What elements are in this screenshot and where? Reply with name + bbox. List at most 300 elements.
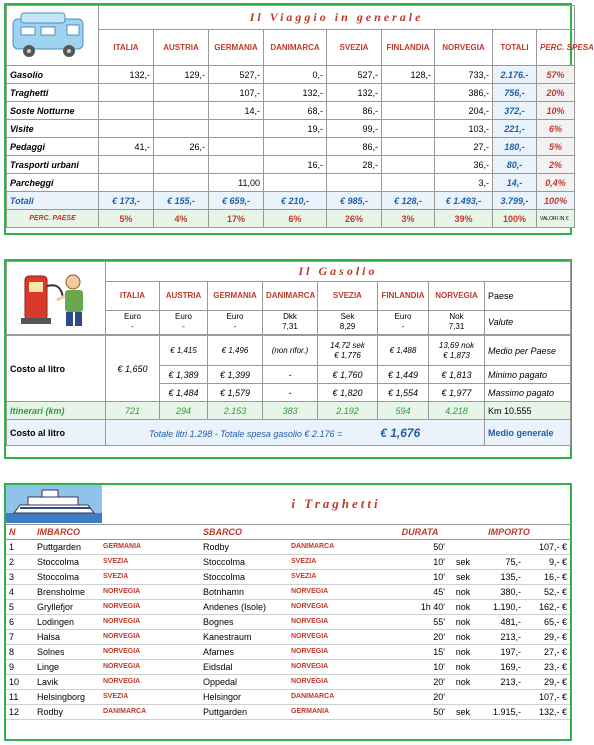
totals-cell: € 128,-	[382, 192, 435, 210]
expense-cell: 386,-	[435, 84, 493, 102]
expense-total: 80,-	[493, 156, 537, 174]
expense-cell: 36,-	[435, 156, 493, 174]
traghetti-panel	[4, 483, 572, 741]
ferry-from: Puttgarden	[34, 539, 100, 554]
summary-note: Medio generale	[485, 420, 571, 446]
costo-label: Costo al litro	[7, 336, 106, 402]
ferry-from-country: DANIMARCA	[100, 704, 200, 719]
country-header: ITALIA	[106, 282, 160, 310]
expense-cell: 132,-	[327, 84, 382, 102]
totals-cell: € 985,-	[327, 192, 382, 210]
ferry-from-country: NORVEGIA	[100, 629, 200, 644]
expense-label: Pedaggi	[7, 138, 99, 156]
price-cell: € 1,449	[378, 366, 429, 384]
ferry-euro: 16,- €	[524, 569, 570, 584]
expense-cell	[209, 156, 264, 174]
expense-cell: 132,-	[264, 84, 327, 102]
ferry-from: Lodingen	[34, 614, 100, 629]
expense-label: Traghetti	[7, 84, 99, 102]
viaggio-table	[6, 5, 594, 228]
paese-label: Paese	[485, 282, 571, 310]
perc-paese-cell: 39%	[435, 210, 493, 228]
ferry-amount: 1.915,-	[478, 704, 524, 719]
durata-header: DURATA	[392, 525, 448, 539]
expense-cell: 129,-	[154, 66, 209, 84]
itinerari-cell: 383	[263, 402, 318, 420]
ferry-amount: 169,-	[478, 659, 524, 674]
expense-cell	[99, 102, 154, 120]
ferry-number: 10	[6, 674, 34, 689]
ferry-duration: 1h 40'	[392, 599, 448, 614]
ferry-from-country: SVEZIA	[100, 554, 200, 569]
massimo-label: Massimo pagato	[485, 384, 571, 402]
price-cell: € 1,389	[160, 366, 208, 384]
ferry-row	[6, 614, 570, 629]
ferry-currency: sek	[448, 554, 478, 569]
summary-row	[7, 420, 571, 446]
price-cell: € 1,760	[318, 366, 378, 384]
expense-cell	[154, 156, 209, 174]
ferry-to: Rodby	[200, 539, 288, 554]
ferry-from-country: NORVEGIA	[100, 659, 200, 674]
expense-perc: 20%	[537, 84, 575, 102]
valuta-cell: Euro -	[160, 310, 208, 334]
ferry-number: 7	[6, 629, 34, 644]
price-cell: 14,72 sek € 1,776	[318, 336, 378, 366]
ferry-number: 9	[6, 659, 34, 674]
gasolio-table	[6, 261, 571, 335]
ferry-currency: nok	[448, 629, 478, 644]
ferry-to: Botnhamn	[200, 584, 288, 599]
summary-cell	[106, 420, 485, 446]
ferry-row	[6, 644, 570, 659]
ferry-amount	[478, 539, 524, 554]
ferry-from: Lavik	[34, 674, 100, 689]
ferry-amount: 213,-	[478, 674, 524, 689]
expense-total: 14,-	[493, 174, 537, 192]
totals-label: Totali	[7, 192, 99, 210]
itinerari-cell: 2.192	[318, 402, 378, 420]
totals-cell: € 173,-	[99, 192, 154, 210]
ferry-amount: 1.190,-	[478, 599, 524, 614]
expense-cell	[154, 174, 209, 192]
ferry-duration: 20'	[392, 689, 448, 704]
ferry-currency: nok	[448, 614, 478, 629]
expense-cell: 11,00	[209, 174, 264, 192]
price-cell: -	[263, 384, 318, 402]
camper-icon	[7, 7, 95, 63]
ferry-amount: 75,-	[478, 554, 524, 569]
ferry-row	[6, 584, 570, 599]
importo-header: IMPORTO	[448, 525, 570, 539]
expense-cell: 68,-	[264, 102, 327, 120]
valuta-cell: Euro -	[106, 310, 160, 334]
valuta-cell: Dkk 7,31	[263, 310, 318, 334]
perc-paese-cell: 4%	[154, 210, 209, 228]
valute-label: Valute	[485, 310, 571, 334]
expense-cell	[264, 138, 327, 156]
ferry-to: Stoccolma	[200, 554, 288, 569]
ferry-from: Stoccolma	[34, 569, 100, 584]
itinerari-cell: 2.153	[208, 402, 263, 420]
ferry-to-country: NORVEGIA	[288, 674, 392, 689]
price-cell: € 1,579	[208, 384, 263, 402]
price-cell: -	[263, 366, 318, 384]
ferry-from-country: NORVEGIA	[100, 644, 200, 659]
ferry-to-country: NORVEGIA	[288, 599, 392, 614]
ferry-duration: 10'	[392, 554, 448, 569]
ferry-from-country: NORVEGIA	[100, 599, 200, 614]
perc-spesa-header: PERC. SPESA	[537, 30, 575, 66]
ferry-to-country: NORVEGIA	[288, 659, 392, 674]
expense-cell: 527,-	[327, 66, 382, 84]
ferry-currency: sek	[448, 569, 478, 584]
country-header: FINLANDIA	[378, 282, 429, 310]
ferry-euro: 27,- €	[524, 644, 570, 659]
ferry-number: 4	[6, 584, 34, 599]
ferry-from-country: NORVEGIA	[100, 674, 200, 689]
ferry-to-country: SVEZIA	[288, 554, 392, 569]
totals-total: 3.799,-	[493, 192, 537, 210]
ferry-from: Solnes	[34, 644, 100, 659]
expense-cell: 41,-	[99, 138, 154, 156]
ferry-row	[6, 539, 570, 554]
expense-cell	[382, 174, 435, 192]
country-header: FINLANDIA	[382, 30, 435, 66]
expense-cell: 26,-	[154, 138, 209, 156]
expense-cell	[264, 174, 327, 192]
minimo-label: Minimo pagato	[485, 366, 571, 384]
ferry-from: Halsa	[34, 629, 100, 644]
ferry-euro: 132,- €	[524, 704, 570, 719]
country-header: DANIMARCA	[264, 30, 327, 66]
ferry-to-country: SVEZIA	[288, 569, 392, 584]
summary-value: € 1,676	[380, 425, 421, 440]
ferry-number: 1	[6, 539, 34, 554]
price-cell: € 1,399	[208, 366, 263, 384]
perc-paese-cell: 5%	[99, 210, 154, 228]
price-cell: € 1,820	[318, 384, 378, 402]
fuel-pump-icon	[7, 262, 102, 332]
km-total: Km 10.555	[485, 402, 571, 420]
ferry-number: 6	[6, 614, 34, 629]
totals-cell: € 210,-	[264, 192, 327, 210]
valori-note: VALORI IN €	[537, 210, 575, 228]
ferry-currency: nok	[448, 599, 478, 614]
summary-text: Totale litri 1.298 - Totale spesa gasolio € 2.176 =	[149, 428, 343, 439]
totals-perc: 100%	[537, 192, 575, 210]
country-header: NORVEGIA	[435, 30, 493, 66]
ferry-from-country: SVEZIA	[100, 569, 200, 584]
ferry-to: Puttgarden	[200, 704, 288, 719]
ferry-number: 11	[6, 689, 34, 704]
expense-cell	[382, 84, 435, 102]
price-cell: € 1,415	[160, 336, 208, 366]
ferry-row	[6, 569, 570, 584]
ferry-to-country: NORVEGIA	[288, 614, 392, 629]
totals-cell: € 1.493,-	[435, 192, 493, 210]
country-header: AUSTRIA	[154, 30, 209, 66]
ferry-duration: 55'	[392, 614, 448, 629]
ferry-row	[6, 659, 570, 674]
totali-header: TOTALI	[493, 30, 537, 66]
expense-cell	[99, 120, 154, 138]
expense-cell: 3,-	[435, 174, 493, 192]
expense-cell: 28,-	[327, 156, 382, 174]
n-header: N	[6, 525, 34, 539]
gasolio-prices-table	[6, 335, 571, 446]
ferry-to: Bognes	[200, 614, 288, 629]
itinerari-cell: 594	[378, 402, 429, 420]
ferry-currency	[448, 539, 478, 554]
expense-total: 2.176.-	[493, 66, 537, 84]
perc-paese-total: 100%	[493, 210, 537, 228]
ferry-currency: nok	[448, 659, 478, 674]
ferry-from-country: NORVEGIA	[100, 584, 200, 599]
expense-cell: 14,-	[209, 102, 264, 120]
expense-cell	[382, 120, 435, 138]
expense-label: Visite	[7, 120, 99, 138]
expense-row	[7, 120, 575, 138]
perc-paese-cell: 3%	[382, 210, 435, 228]
expense-total: 221,-	[493, 120, 537, 138]
pump-picture	[7, 262, 106, 335]
expense-cell	[382, 102, 435, 120]
ferry-euro: 29,- €	[524, 629, 570, 644]
expense-perc: 10%	[537, 102, 575, 120]
expense-cell: 527,-	[209, 66, 264, 84]
expense-cell: 86,-	[327, 138, 382, 156]
italia-price: € 1,650	[106, 336, 160, 402]
ferry-from: Stoccolma	[34, 554, 100, 569]
ferry-number: 2	[6, 554, 34, 569]
ferry-from-country: NORVEGIA	[100, 614, 200, 629]
ferry-from-country: GERMANIA	[100, 539, 200, 554]
price-cell: 13,69 nok € 1,873	[429, 336, 485, 366]
ferry-row	[6, 629, 570, 644]
expense-cell: 103,-	[435, 120, 493, 138]
ferry-number: 3	[6, 569, 34, 584]
ferry-euro: 29,- €	[524, 674, 570, 689]
ferry-number: 12	[6, 704, 34, 719]
totals-row	[7, 192, 575, 210]
expense-cell: 107,-	[209, 84, 264, 102]
ferry-duration: 10'	[392, 659, 448, 674]
traghetti-title: i Traghetti	[291, 496, 381, 511]
ferry-row	[6, 704, 570, 719]
expense-cell	[382, 156, 435, 174]
ferry-euro: 9,- €	[524, 554, 570, 569]
itinerari-row	[7, 402, 571, 420]
ferry-from: Brensholme	[34, 584, 100, 599]
expense-cell	[382, 138, 435, 156]
expense-label: Trasporti urbani	[7, 156, 99, 174]
country-header: SVEZIA	[318, 282, 378, 310]
expense-cell: 86,-	[327, 102, 382, 120]
expense-perc: 2%	[537, 156, 575, 174]
gasolio-panel	[4, 259, 572, 459]
expense-cell	[154, 84, 209, 102]
totals-cell: € 155,-	[154, 192, 209, 210]
totals-cell: € 659,-	[209, 192, 264, 210]
expense-row	[7, 102, 575, 120]
perc-paese-row	[7, 210, 575, 228]
ferry-row	[6, 689, 570, 704]
summary-label: Costo al litro	[7, 420, 106, 446]
ferry-row	[6, 599, 570, 614]
itinerari-label: Itinerari (km)	[7, 402, 106, 420]
ferry-to: Stoccolma	[200, 569, 288, 584]
ferry-to: Kanestraum	[200, 629, 288, 644]
expense-cell: 27,-	[435, 138, 493, 156]
expense-cell	[209, 120, 264, 138]
viaggio-panel	[4, 3, 594, 235]
ferry-picture	[6, 485, 102, 523]
ferry-to-country: NORVEGIA	[288, 584, 392, 599]
perc-paese-cell: 6%	[264, 210, 327, 228]
ferry-amount: 135,-	[478, 569, 524, 584]
price-cell: € 1,488	[378, 336, 429, 366]
ferry-icon	[6, 485, 102, 523]
sbarco-header: SBARCO	[200, 525, 392, 539]
expense-cell: 19,-	[264, 120, 327, 138]
ferry-to-country: NORVEGIA	[288, 629, 392, 644]
price-cell: (non rifor.)	[263, 336, 318, 366]
ferry-amount: 481,-	[478, 614, 524, 629]
ferry-amount: 197,-	[478, 644, 524, 659]
ferry-amount: 213,-	[478, 629, 524, 644]
itinerari-cell: 721	[106, 402, 160, 420]
ferry-row	[6, 554, 570, 569]
country-header: NORVEGIA	[429, 282, 485, 310]
expense-cell	[209, 138, 264, 156]
ferry-duration: 20'	[392, 629, 448, 644]
viaggio-title: Il Viaggio in generale	[99, 6, 575, 30]
ferry-currency: nok	[448, 674, 478, 689]
expense-row	[7, 66, 575, 84]
ferry-euro: 107,- €	[524, 689, 570, 704]
ferry-currency: sek	[448, 704, 478, 719]
camper-picture	[7, 6, 99, 66]
expense-cell: 132,-	[99, 66, 154, 84]
country-header: SVEZIA	[327, 30, 382, 66]
ferry-to-country: DANIMARCA	[288, 539, 392, 554]
expense-label: Gasolio	[7, 66, 99, 84]
price-cell: € 1,484	[160, 384, 208, 402]
imbarco-header: IMBARCO	[34, 525, 200, 539]
itinerari-cell: 4.218	[429, 402, 485, 420]
expense-cell	[99, 174, 154, 192]
expense-cell	[327, 174, 382, 192]
ferry-from: Linge	[34, 659, 100, 674]
perc-paese-cell: 26%	[327, 210, 382, 228]
traghetti-table	[6, 525, 570, 720]
expense-total: 756,-	[493, 84, 537, 102]
expense-total: 372,-	[493, 102, 537, 120]
expense-label: Parcheggi	[7, 174, 99, 192]
itinerari-cell: 294	[160, 402, 208, 420]
valuta-cell: Nok 7,31	[429, 310, 485, 334]
expense-cell: 733,-	[435, 66, 493, 84]
country-header: GERMANIA	[208, 282, 263, 310]
ferry-from: Gryllefjor	[34, 599, 100, 614]
ferry-to: Oppedal	[200, 674, 288, 689]
expense-perc: 6%	[537, 120, 575, 138]
ferry-euro: 52,- €	[524, 584, 570, 599]
ferry-to: Eidsdal	[200, 659, 288, 674]
expense-cell	[99, 156, 154, 174]
price-cell: € 1,977	[429, 384, 485, 402]
expense-perc: 57%	[537, 66, 575, 84]
ferry-duration: 50'	[392, 704, 448, 719]
country-header: AUSTRIA	[160, 282, 208, 310]
expense-row	[7, 84, 575, 102]
gasolio-title: Il Gasolio	[106, 262, 571, 282]
expense-cell: 128,-	[382, 66, 435, 84]
medio-label: Medio per Paese	[485, 336, 571, 366]
ferry-to-country: NORVEGIA	[288, 644, 392, 659]
medio-row	[7, 336, 571, 366]
ferry-currency: nok	[448, 644, 478, 659]
valuta-cell: Sek 8,29	[318, 310, 378, 334]
traghetti-header-row	[6, 525, 570, 539]
ferry-duration: 15'	[392, 644, 448, 659]
country-header: GERMANIA	[209, 30, 264, 66]
ferry-duration: 10'	[392, 569, 448, 584]
expense-cell: 204,-	[435, 102, 493, 120]
ferry-euro: 23,- €	[524, 659, 570, 674]
price-cell: € 1,496	[208, 336, 263, 366]
ferry-currency: nok	[448, 584, 478, 599]
ferry-currency	[448, 689, 478, 704]
valuta-cell: Euro -	[208, 310, 263, 334]
expense-row	[7, 138, 575, 156]
expense-cell	[154, 120, 209, 138]
ferry-duration: 20'	[392, 674, 448, 689]
ferry-amount	[478, 689, 524, 704]
perc-paese-label: PERC. PAESE	[7, 210, 99, 228]
ferry-to: Helsingor	[200, 689, 288, 704]
country-header: DANIMARCA	[263, 282, 318, 310]
ferry-amount: 380,-	[478, 584, 524, 599]
ferry-number: 5	[6, 599, 34, 614]
ferry-duration: 45'	[392, 584, 448, 599]
price-cell: € 1,554	[378, 384, 429, 402]
ferry-from: Rodby	[34, 704, 100, 719]
ferry-euro: 65,- €	[524, 614, 570, 629]
expense-cell: 16,-	[264, 156, 327, 174]
price-cell: € 1,813	[429, 366, 485, 384]
ferry-number: 8	[6, 644, 34, 659]
valuta-cell: Euro -	[378, 310, 429, 334]
expense-cell	[99, 84, 154, 102]
perc-paese-cell: 17%	[209, 210, 264, 228]
expense-row	[7, 156, 575, 174]
ferry-from: Helsingborg	[34, 689, 100, 704]
ferry-euro: 107,- €	[524, 539, 570, 554]
ferry-euro: 162,- €	[524, 599, 570, 614]
expense-row	[7, 174, 575, 192]
ferry-to: Afarnes	[200, 644, 288, 659]
expense-cell: 99,-	[327, 120, 382, 138]
ferry-to: Andenes (Isole)	[200, 599, 288, 614]
expense-cell: 0,-	[264, 66, 327, 84]
expense-label: Soste Notturne	[7, 102, 99, 120]
ferry-to-country: DANIMARCA	[288, 689, 392, 704]
ferry-to-country: GERMANIA	[288, 704, 392, 719]
ferry-duration: 50'	[392, 539, 448, 554]
ferry-row	[6, 674, 570, 689]
